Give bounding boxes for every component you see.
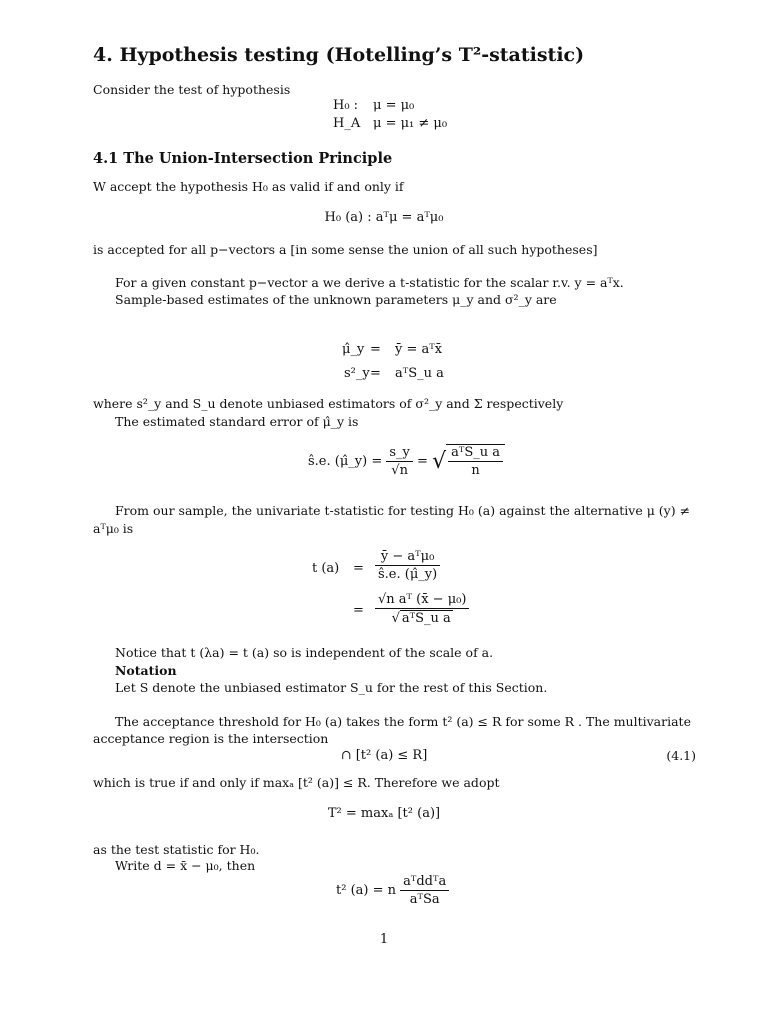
subsection-heading: 4.1 The Union-Intersection Principle bbox=[93, 150, 393, 167]
paragraph-estimates: Sample-based estimates of the unknown parameters μ_y and σ²_y are bbox=[115, 292, 557, 307]
t2-lhs: t² (a) = n bbox=[336, 883, 396, 898]
section-heading: 4. Hypothesis testing (Hotelling’s T²-statistic) bbox=[93, 44, 585, 66]
equation-standard-error bbox=[308, 444, 505, 478]
se-numerator: s_y bbox=[386, 445, 413, 462]
se-sqrt-body bbox=[446, 444, 505, 478]
paragraph-standard-error: The estimated standard error of μ̂_y is bbox=[115, 414, 359, 429]
t-denominator-1: ŝ.e. (μ̂_y) bbox=[378, 567, 438, 582]
t-fraction-2 bbox=[375, 592, 469, 626]
paragraph-write-d: Write d = x̄ − μ₀, then bbox=[115, 858, 256, 873]
t-equals-2: = bbox=[353, 603, 364, 618]
notation-heading: Notation bbox=[115, 663, 177, 678]
sqrt-sign-icon: √ bbox=[391, 611, 400, 626]
paragraph-t-statistic: For a given constant p−vector a we derive a t-statistic for the scalar r.v. y = aᵀx. bbox=[115, 275, 624, 290]
se-fraction bbox=[386, 445, 413, 478]
se-denominator: √n bbox=[391, 463, 408, 478]
estimate-mu-rhs: ȳ = aᵀx̄ bbox=[395, 342, 443, 357]
se-equals: = bbox=[417, 454, 428, 469]
hypothesis-h0-equation: μ = μ₀ bbox=[373, 98, 415, 113]
t-fraction-1 bbox=[375, 549, 440, 582]
equation-h0a: H₀ (a) : aᵀμ = aᵀμ₀ bbox=[324, 210, 444, 225]
t-denominator-2: aᵀS_u a bbox=[401, 611, 451, 626]
paragraph-test-statistic: as the test statistic for H₀. bbox=[93, 842, 260, 857]
paragraph-all-vectors: is accepted for all p−vectors a [in some sense the union of all such hypotheses] bbox=[93, 242, 598, 257]
estimate-s-rhs: aᵀS_u a bbox=[395, 366, 444, 381]
t-lhs: t (a) bbox=[312, 561, 340, 576]
equation-number: (4.1) bbox=[666, 748, 696, 763]
paragraph-scale: Notice that t (λa) = t (a) so is independent of the scale of a. bbox=[115, 645, 494, 660]
estimate-mu-equals: = bbox=[370, 342, 381, 357]
hypothesis-ha-equation: μ = μ₁ ≠ μ₀ bbox=[373, 116, 448, 131]
hypothesis-ha-label: H_A bbox=[333, 116, 361, 131]
t2-denominator: aᵀSa bbox=[409, 892, 440, 907]
equation-intersection: ∩ [t² (a) ≤ R] bbox=[340, 748, 428, 763]
se-root-fraction bbox=[448, 445, 503, 478]
equation-T2: T² = maxₐ [t² (a)] bbox=[327, 806, 441, 821]
se-root-denominator: n bbox=[471, 463, 480, 478]
se-lhs: ŝ.e. (μ̂_y) = bbox=[308, 454, 383, 469]
t-numerator-1: ȳ − aᵀμ₀ bbox=[375, 549, 440, 566]
t2-numerator: aᵀddᵀa bbox=[400, 874, 449, 891]
page-number: 1 bbox=[379, 932, 389, 947]
estimate-mu-lhs: μ̂_y bbox=[342, 342, 365, 357]
sqrt-sign-icon: √ bbox=[432, 449, 447, 474]
t-numerator-2: √n aᵀ (x̄ − μ₀) bbox=[375, 592, 469, 609]
estimate-s-lhs: s²_y bbox=[344, 366, 370, 381]
paragraph-accept: W accept the hypothesis H₀ as valid if and only if bbox=[93, 179, 404, 194]
paragraph-univariate-line1: From our sample, the univariate t-statistic for testing H₀ (a) against the alternative μ (y) ≠ bbox=[115, 503, 691, 518]
hypothesis-h0-label: H₀ : bbox=[333, 98, 359, 113]
paragraph-max: which is true if and only if maxₐ [t² (a)] ≤ R. Therefore we adopt bbox=[93, 775, 500, 790]
equation-t-squared bbox=[336, 874, 449, 907]
se-root-numerator: aᵀS_u a bbox=[448, 445, 503, 462]
intro-text: Consider the test of hypothesis bbox=[93, 82, 291, 97]
t-equals-1: = bbox=[353, 561, 364, 576]
paragraph-notation: Let S denote the unbiased estimator S_u for the rest of this Section. bbox=[115, 680, 548, 695]
paragraph-univariate-line2: aᵀμ₀ is bbox=[93, 521, 134, 536]
paragraph-threshold-line2: acceptance region is the intersection bbox=[93, 731, 329, 746]
estimate-s-equals: = bbox=[370, 366, 381, 381]
paragraph-threshold-line1: The acceptance threshold for H₀ (a) takes the form t² (a) ≤ R for some R . The multivariate bbox=[115, 714, 691, 729]
paragraph-estimators: where s²_y and S_u denote unbiased estimators of σ²_y and Σ respectively bbox=[93, 396, 564, 411]
